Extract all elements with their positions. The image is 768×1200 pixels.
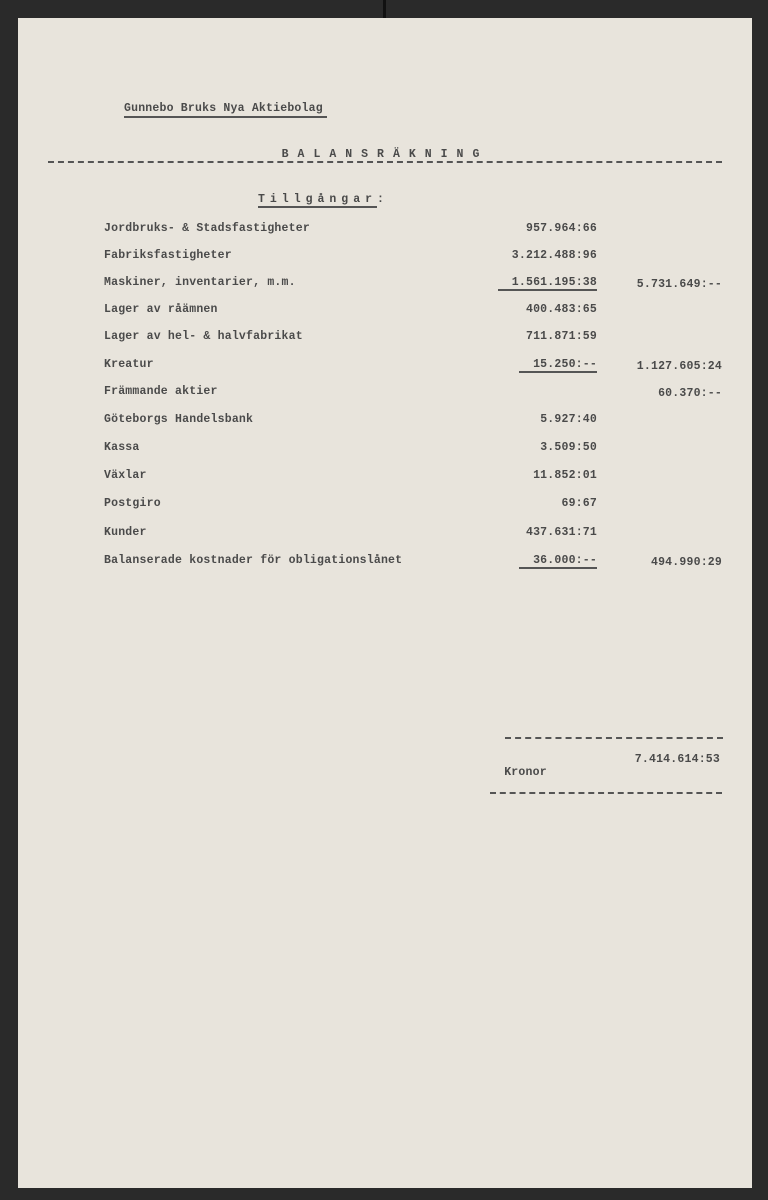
row-label: Kunder	[104, 526, 147, 539]
row-label: Göteborgs Handelsbank	[104, 413, 254, 426]
section-label: Tillgångar	[258, 193, 378, 206]
row-amount: 69:67	[561, 497, 597, 510]
row-subtotal: 5.731.649:--	[636, 278, 722, 291]
total-label: Kronor	[504, 766, 547, 779]
row-amount: 1.561.195:38	[498, 276, 597, 291]
row-label: Maskiner, inventarier, m.m.	[104, 276, 296, 289]
row-amount: 400.483:65	[525, 303, 597, 316]
row-label: Kreatur	[104, 358, 154, 371]
row-amount: 11.852:01	[533, 469, 597, 482]
company-name: Gunnebo Bruks Nya Aktiebolag	[124, 102, 327, 118]
row-label: Växlar	[104, 469, 147, 482]
row-amount: 15.250:--	[519, 358, 597, 373]
row-label: Fabriksfastigheter	[104, 249, 232, 262]
row-amount: 3.212.488:96	[511, 249, 597, 262]
row-label: Kassa	[104, 441, 140, 454]
total-row	[490, 753, 722, 794]
total-value: 7.414.614:53	[634, 753, 720, 766]
row-label: Främmande aktier	[104, 385, 218, 398]
row-label: Balanserade kostnader för obligationslånet	[104, 554, 403, 567]
row-amount: 5.927:40	[540, 413, 597, 426]
row-amount: 3.509:50	[540, 441, 597, 454]
scan-gap	[383, 0, 386, 20]
row-subtotal: 494.990:29	[650, 556, 722, 569]
row-label: Lager av hel- & halvfabrikat	[104, 330, 303, 343]
total-rule	[505, 737, 723, 739]
row-amount: 36.000:--	[519, 554, 597, 569]
row-subtotal: 60.370:--	[658, 387, 722, 400]
row-subtotal: 1.127.605:24	[636, 360, 722, 373]
row-amount: 437.631:71	[525, 526, 597, 539]
row-label: Jordbruks- & Stadsfastigheter	[104, 222, 310, 235]
document-title: BALANSRÄKNING	[48, 148, 722, 163]
row-amount: 957.964:66	[525, 222, 597, 235]
row-label: Postgiro	[104, 497, 161, 510]
section-colon: :	[377, 193, 389, 206]
section-heading	[258, 193, 389, 206]
row-amount: 711.871:59	[525, 330, 597, 343]
row-label: Lager av råämnen	[104, 303, 218, 316]
